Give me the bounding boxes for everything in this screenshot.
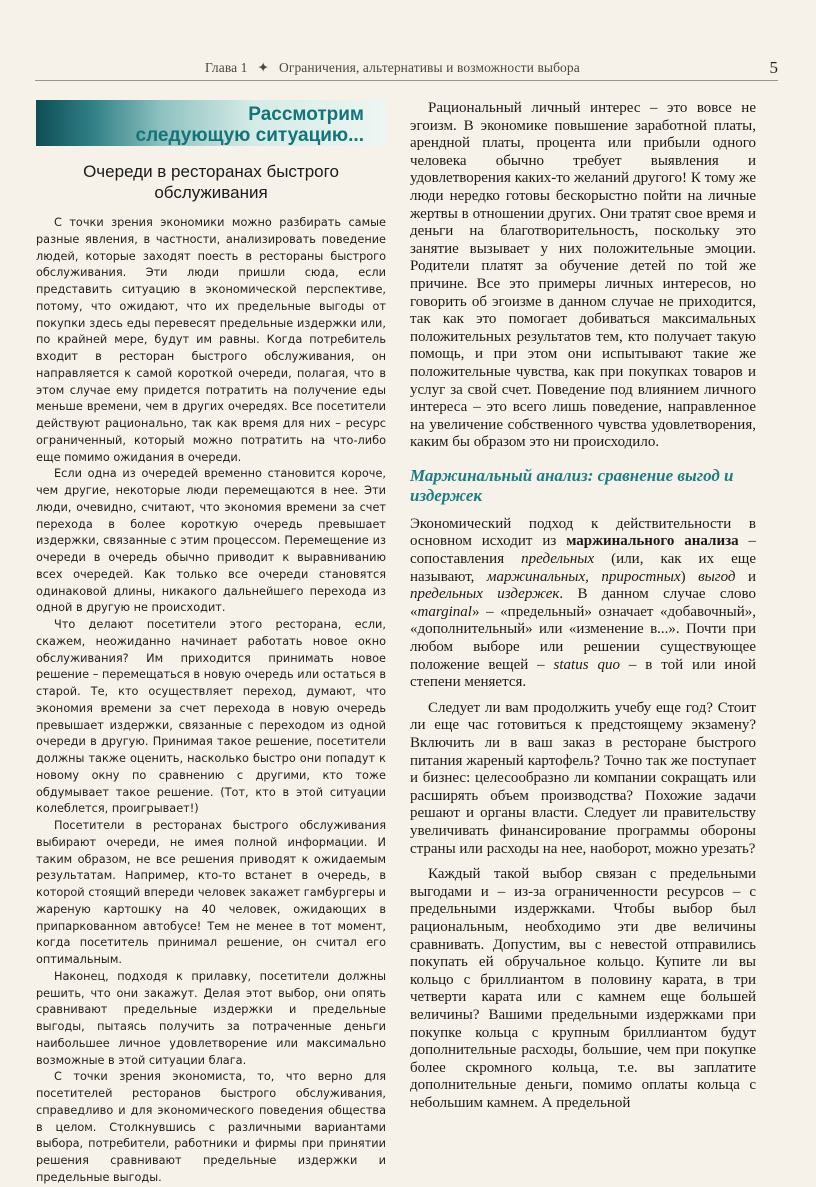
intro-paragraph: Рациональный личный интерес – это вовсе не эгоизм. В экономике повышение заработной платы, арендной платы, процента или прибыли одного человека обычно требует выявления и удовлетворения каких-то желаний другого! К тому же люди нередко готовы бескорыстно пойти на личные жертвы в отношении других. Они тратят свое время и деньги на благотворительность, поскольку это занятие вызывает у них положительные эмоции. Родители платят за обучение детей по той же причине. Все это примеры личных интересов, но говорить об эгоизме в данном случае не приходится, так как это помогает добиваться максимальных положительных результатов тем, кто получает такую помощь, и при этом они испытывают такие же положительные чувства, как при покупках товаров и услуг за свой счет. Поведение под влиянием личного интереса – это всего лишь поведение, направленное на увеличение собственного чувства удовлетворения, каким бы образом это ни происходило. xyxy=(410,100,756,451)
section-heading: Маржинальный анализ: сравнение выгод и издержек xyxy=(410,465,734,505)
ornament-icon: ✦ xyxy=(257,60,269,75)
box-banner xyxy=(36,100,386,146)
sidebar-box xyxy=(36,100,386,1187)
banner-line-2: следующую ситуацию... xyxy=(135,125,364,146)
banner-line-1: Рассмотрим xyxy=(248,104,364,125)
term-bold: маржинального анализа xyxy=(566,533,739,550)
running-header xyxy=(35,58,778,81)
box-title-line-1: Очереди в ресторанах быстрого xyxy=(83,162,339,181)
box-paragraph: Посетители в ресторанах быстрого обслуживания выбирают очереди, не имея полной информации. И таким образом, не все решения приводят к ожидаемым результатам. Например, кто-то встанет в очередь, в которой стоящий впереди человек закажет гамбургеры и жареную картошку на 40 человек, ожидающих в припаркованном автобусе! Тем не менее в тот момент, когда посетитель принимал решение, он считал его оптимальным. xyxy=(36,819,386,966)
box-paragraph: Что делают посетители этого ресторана, если, скажем, неожиданно начинает работать новое окно обслуживания? Им приходится принимать новое решение – перемещаться в новую очередь или остаться в старой. Те, кто осуществляет переход, думают, что экономия времени за счет перехода в новую очередь превышает издержки, связанные с переходом из одной очереди в другую. Принимая такое решение, посетители должны также оценить, насколько быстро они попадут к новому окну по сравнению с другими, кто тоже обдумывает такое решение. (Тот, кто в этой ситуации колеблется, проигрывает!) xyxy=(36,618,386,816)
chapter-title: Ограничения, альтернативы и возможности выбора xyxy=(278,60,580,75)
body-paragraph: Каждый такой выбор связан с предельными выгодами и – из-за ограниченности ресурсов – с предельными издержками. Чтобы выбор был рациональным, необходимо эти две величины сравнивать. Допустим, вы с невестой отправились покупать ей обручальное кольцо. Купите ли вы кольцо с бриллиантом в половину карата, в три четверти карата или с камнем еще большей величины? Вашими предельными издержками при покупке кольца с крупным бриллиантом будут дополнительные расходы, большие, чем при покупке более скромного кольца, т.е. вы заплатите дополнительные деньги, помимо оплаты кольца с небольшим камнем. А предельной xyxy=(410,866,756,1111)
running-title xyxy=(205,60,580,76)
box-title xyxy=(36,161,386,203)
box-title-line-2: обслуживания xyxy=(154,183,268,202)
main-column xyxy=(410,100,756,1112)
box-paragraph: Наконец, подходя к прилавку, посетители должны решить, что они закажут. Делая этот выбор, они опять сравнивают предельные издержки и предельные выгоды, пытаясь получить за потраченные деньги наибольшее личное удовлетворение или максимально возможные в этой ситуации блага. xyxy=(36,969,386,1067)
chapter-label: Глава 1 xyxy=(205,60,248,75)
box-paragraph: С точки зрения экономиста, то, что верно для посетителей ресторанов быстрого обслуживания, справедливо и для экономического поведения общества в целом. Столкнувшись с различными вариантами выбора, потребители, работники и фирмы при принятии решения сравнивают предельные издержки и предельные выгоды. xyxy=(36,1070,386,1184)
box-paragraph: Если одна из очередей временно становится короче, чем другие, некоторые люди перемещаются в нее. Эти люди, очевидно, считают, что экономия времени за счет перехода в более короткую очередь превышает издержки, связанные с этим процессом. Перемещение из очереди в очередь обычно приводит к выравниванию всех очередей. Как только все очереди становятся одинаковой длины, никакого дальнейшего перехода из одной в другую не происходит. xyxy=(36,467,386,615)
body-paragraph: Следует ли вам продолжить учебу еще год? Стоит ли еще час готовиться к предстоящему экзамену? Включить ли в ваш заказ в ресторане быстрого питания жареный картофель? Точно так же поступает и бизнес: целесообразно ли компании сокращать или расширять объем производства? Похожие задачи решают и органы власти. Следует ли правительству увеличивать финансирование программы обороны страны или расходы на нее, наоборот, можно урезать? xyxy=(410,699,756,857)
box-paragraph: С точки зрения экономики можно разбирать самые разные явления, в частности, анализировать поведение людей, которые заходят поесть в рестораны быстрого обслуживания. Эти люди пришли сюда, если представить ситуацию в экономической перспективе, потому, что ожидают, что их предельные выгоды от покупки здесь еды перевесят предельные издержки или, по крайней мере, будут им равны. Когда потребитель входит в ресторан быстрого обслуживания, он направляется к самой короткой очереди, полагая, что в этом случае ему придется потратить на получение еды меньше времени, чем в других очередях. Все посетители действуют рационально, так как время для них – ресурс ограниченный, который можно потратить на что-либо еще помимо ожидания в очереди. xyxy=(36,216,386,464)
definition-paragraph: Экономический подход к действительности в основном исходит из маржинального анализа – сопоставления предельных (или, как их еще называют, маржинальных, приростных) выгод и предельных издержек. В данном случае слово «marginal» – «предельный» означает «добавочный», «дополнительный» или «изменение в...». Почти при любом выборе или решении существующее положение вещей – status quo – в той или иной степени меняется. xyxy=(410,515,757,691)
page-number: 5 xyxy=(769,58,778,77)
